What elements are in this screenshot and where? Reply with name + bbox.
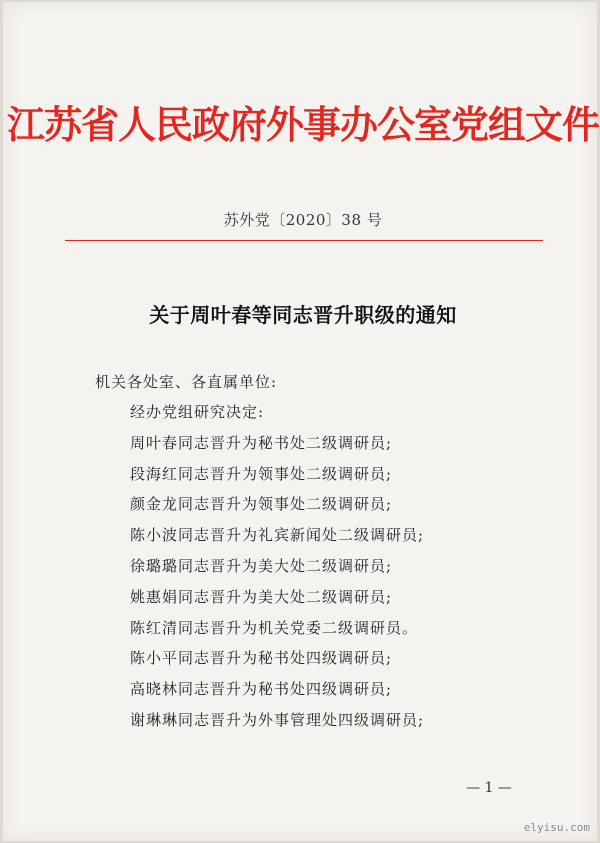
body-line: 姚惠娟同志晋升为美大处二级调研员; (130, 587, 393, 606)
body-line: 陈红清同志晋升为机关党委二级调研员。 (130, 618, 419, 637)
body-line: 段海红同志晋升为领事处二级调研员; (130, 464, 393, 483)
body-line: 谢琳琳同志晋升为外事管理处四级调研员; (130, 710, 425, 729)
page-number: — 1 — (466, 780, 512, 796)
body-line: 周叶春同志晋升为秘书处二级调研员; (130, 433, 393, 452)
document-header-title: 江苏省人民政府外事办公室党组文件 (6, 102, 599, 147)
document-number: 苏外党〔2020〕38 号 (223, 211, 383, 229)
body-line: 陈小平同志晋升为秘书处四级调研员; (130, 649, 393, 668)
document-page (3, 2, 597, 841)
body-line: 颜金龙同志晋升为领事处二级调研员; (130, 495, 393, 514)
body-line: 徐璐璐同志晋升为美大处二级调研员; (130, 556, 393, 575)
site-watermark: elyisu.com (523, 821, 590, 834)
body-line: 陈小波同志晋升为礼宾新闻处二级调研员; (130, 526, 425, 545)
body-line-intro: 经办党组研究决定: (130, 403, 265, 421)
salutation: 机关各处室、各直属单位: (95, 373, 278, 391)
header-divider (65, 240, 543, 241)
body-line: 高晓林同志晋升为秘书处四级调研员; (130, 680, 393, 699)
notice-title: 关于周叶春等同志晋升职级的通知 (149, 303, 457, 327)
notice-body (130, 400, 424, 739)
